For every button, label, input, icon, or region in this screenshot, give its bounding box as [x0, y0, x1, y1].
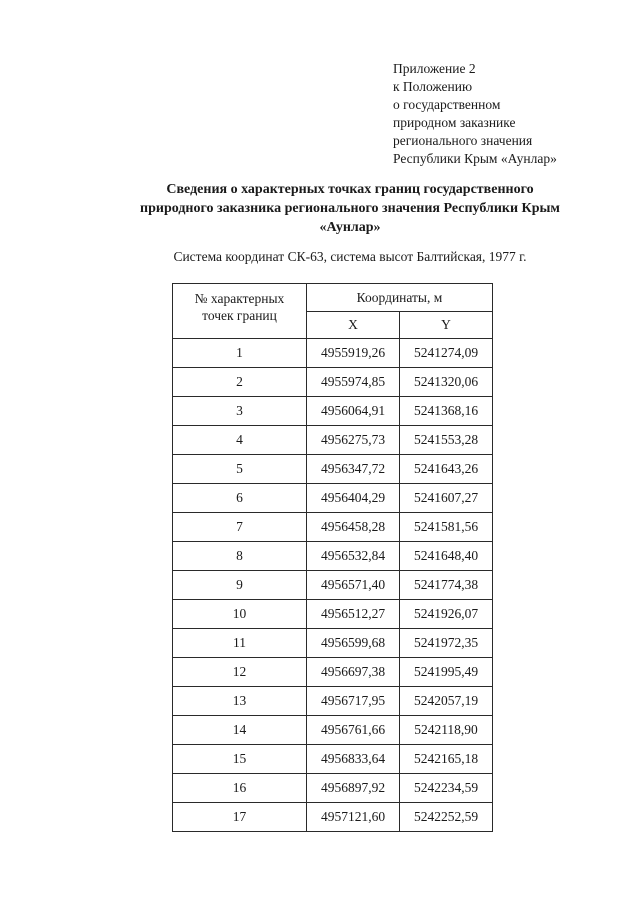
annex-line: регионального значения	[393, 133, 533, 148]
y-coordinate-cell: 5241368,16	[400, 397, 493, 426]
table-row	[173, 426, 493, 455]
y-coordinate-cell: 5241774,38	[400, 571, 493, 600]
x-coordinate-cell: 4956275,73	[307, 426, 400, 455]
point-number-cell: 15	[173, 745, 307, 774]
x-coordinate-cell: 4957121,60	[307, 803, 400, 832]
document-title	[100, 180, 600, 237]
table-row	[173, 687, 493, 716]
table-row	[173, 484, 493, 513]
table-body	[173, 339, 493, 832]
table-row	[173, 774, 493, 803]
title-line: Сведения о характерных точках границ государственного	[166, 182, 534, 197]
table-row	[173, 368, 493, 397]
annex-line: о государственном	[393, 97, 501, 112]
annex-line: Приложение 2	[393, 61, 476, 76]
header-point-number-line: точек границ	[202, 308, 277, 323]
point-number-cell: 5	[173, 455, 307, 484]
y-coordinate-cell: 5242252,59	[400, 803, 493, 832]
x-coordinate-cell: 4956717,95	[307, 687, 400, 716]
point-number-cell: 9	[173, 571, 307, 600]
y-coordinate-cell: 5242165,18	[400, 745, 493, 774]
x-coordinate-cell: 4955974,85	[307, 368, 400, 397]
table-row	[173, 455, 493, 484]
y-coordinate-cell: 5241643,26	[400, 455, 493, 484]
boundary-points-table	[172, 283, 493, 832]
y-coordinate-cell: 5242118,90	[400, 716, 493, 745]
x-coordinate-cell: 4956064,91	[307, 397, 400, 426]
coordinate-system-note: Система координат СК-63, система высот Балтийская, 1977 г.	[173, 249, 527, 264]
y-coordinate-cell: 5241274,09	[400, 339, 493, 368]
table-row	[173, 629, 493, 658]
table-row	[173, 339, 493, 368]
y-coordinate-cell: 5241553,28	[400, 426, 493, 455]
point-number-cell: 12	[173, 658, 307, 687]
x-coordinate-cell: 4955919,26	[307, 339, 400, 368]
header-x: X	[307, 312, 400, 339]
point-number-cell: 4	[173, 426, 307, 455]
point-number-cell: 7	[173, 513, 307, 542]
x-coordinate-cell: 4956532,84	[307, 542, 400, 571]
header-point-number	[173, 284, 307, 339]
point-number-cell: 14	[173, 716, 307, 745]
point-number-cell: 17	[173, 803, 307, 832]
y-coordinate-cell: 5241581,56	[400, 513, 493, 542]
table-row	[173, 803, 493, 832]
y-coordinate-cell: 5241607,27	[400, 484, 493, 513]
table-row	[173, 600, 493, 629]
x-coordinate-cell: 4956761,66	[307, 716, 400, 745]
table-row	[173, 397, 493, 426]
x-coordinate-cell: 4956571,40	[307, 571, 400, 600]
title-line: природного заказника регионального значения Республики Крым	[140, 201, 560, 216]
y-coordinate-cell: 5241320,06	[400, 368, 493, 397]
x-coordinate-cell: 4956599,68	[307, 629, 400, 658]
point-number-cell: 11	[173, 629, 307, 658]
x-coordinate-cell: 4956697,38	[307, 658, 400, 687]
x-coordinate-cell: 4956897,92	[307, 774, 400, 803]
point-number-cell: 10	[173, 600, 307, 629]
point-number-cell: 3	[173, 397, 307, 426]
x-coordinate-cell: 4956458,28	[307, 513, 400, 542]
annex-line: природном заказнике	[393, 115, 516, 130]
x-coordinate-cell: 4956512,27	[307, 600, 400, 629]
table-row	[173, 658, 493, 687]
table-row	[173, 571, 493, 600]
table-row	[173, 745, 493, 774]
table-row	[173, 513, 493, 542]
x-coordinate-cell: 4956404,29	[307, 484, 400, 513]
point-number-cell: 2	[173, 368, 307, 397]
point-number-cell: 13	[173, 687, 307, 716]
header-y: Y	[400, 312, 493, 339]
table-row	[173, 716, 493, 745]
y-coordinate-cell: 5242057,19	[400, 687, 493, 716]
x-coordinate-cell: 4956833,64	[307, 745, 400, 774]
point-number-cell: 8	[173, 542, 307, 571]
y-coordinate-cell: 5241926,07	[400, 600, 493, 629]
annex-line: Республики Крым «Аунлар»	[393, 151, 557, 166]
y-coordinate-cell: 5241648,40	[400, 542, 493, 571]
x-coordinate-cell: 4956347,72	[307, 455, 400, 484]
point-number-cell: 1	[173, 339, 307, 368]
header-coordinates: Координаты, м	[307, 284, 493, 312]
title-line: «Аунлар»	[319, 220, 381, 235]
point-number-cell: 16	[173, 774, 307, 803]
annex-line: к Положению	[393, 79, 473, 94]
y-coordinate-cell: 5242234,59	[400, 774, 493, 803]
table-row	[173, 542, 493, 571]
point-number-cell: 6	[173, 484, 307, 513]
y-coordinate-cell: 5241972,35	[400, 629, 493, 658]
header-point-number-line: № характерных	[194, 291, 285, 306]
y-coordinate-cell: 5241995,49	[400, 658, 493, 687]
annex-note	[393, 60, 557, 168]
